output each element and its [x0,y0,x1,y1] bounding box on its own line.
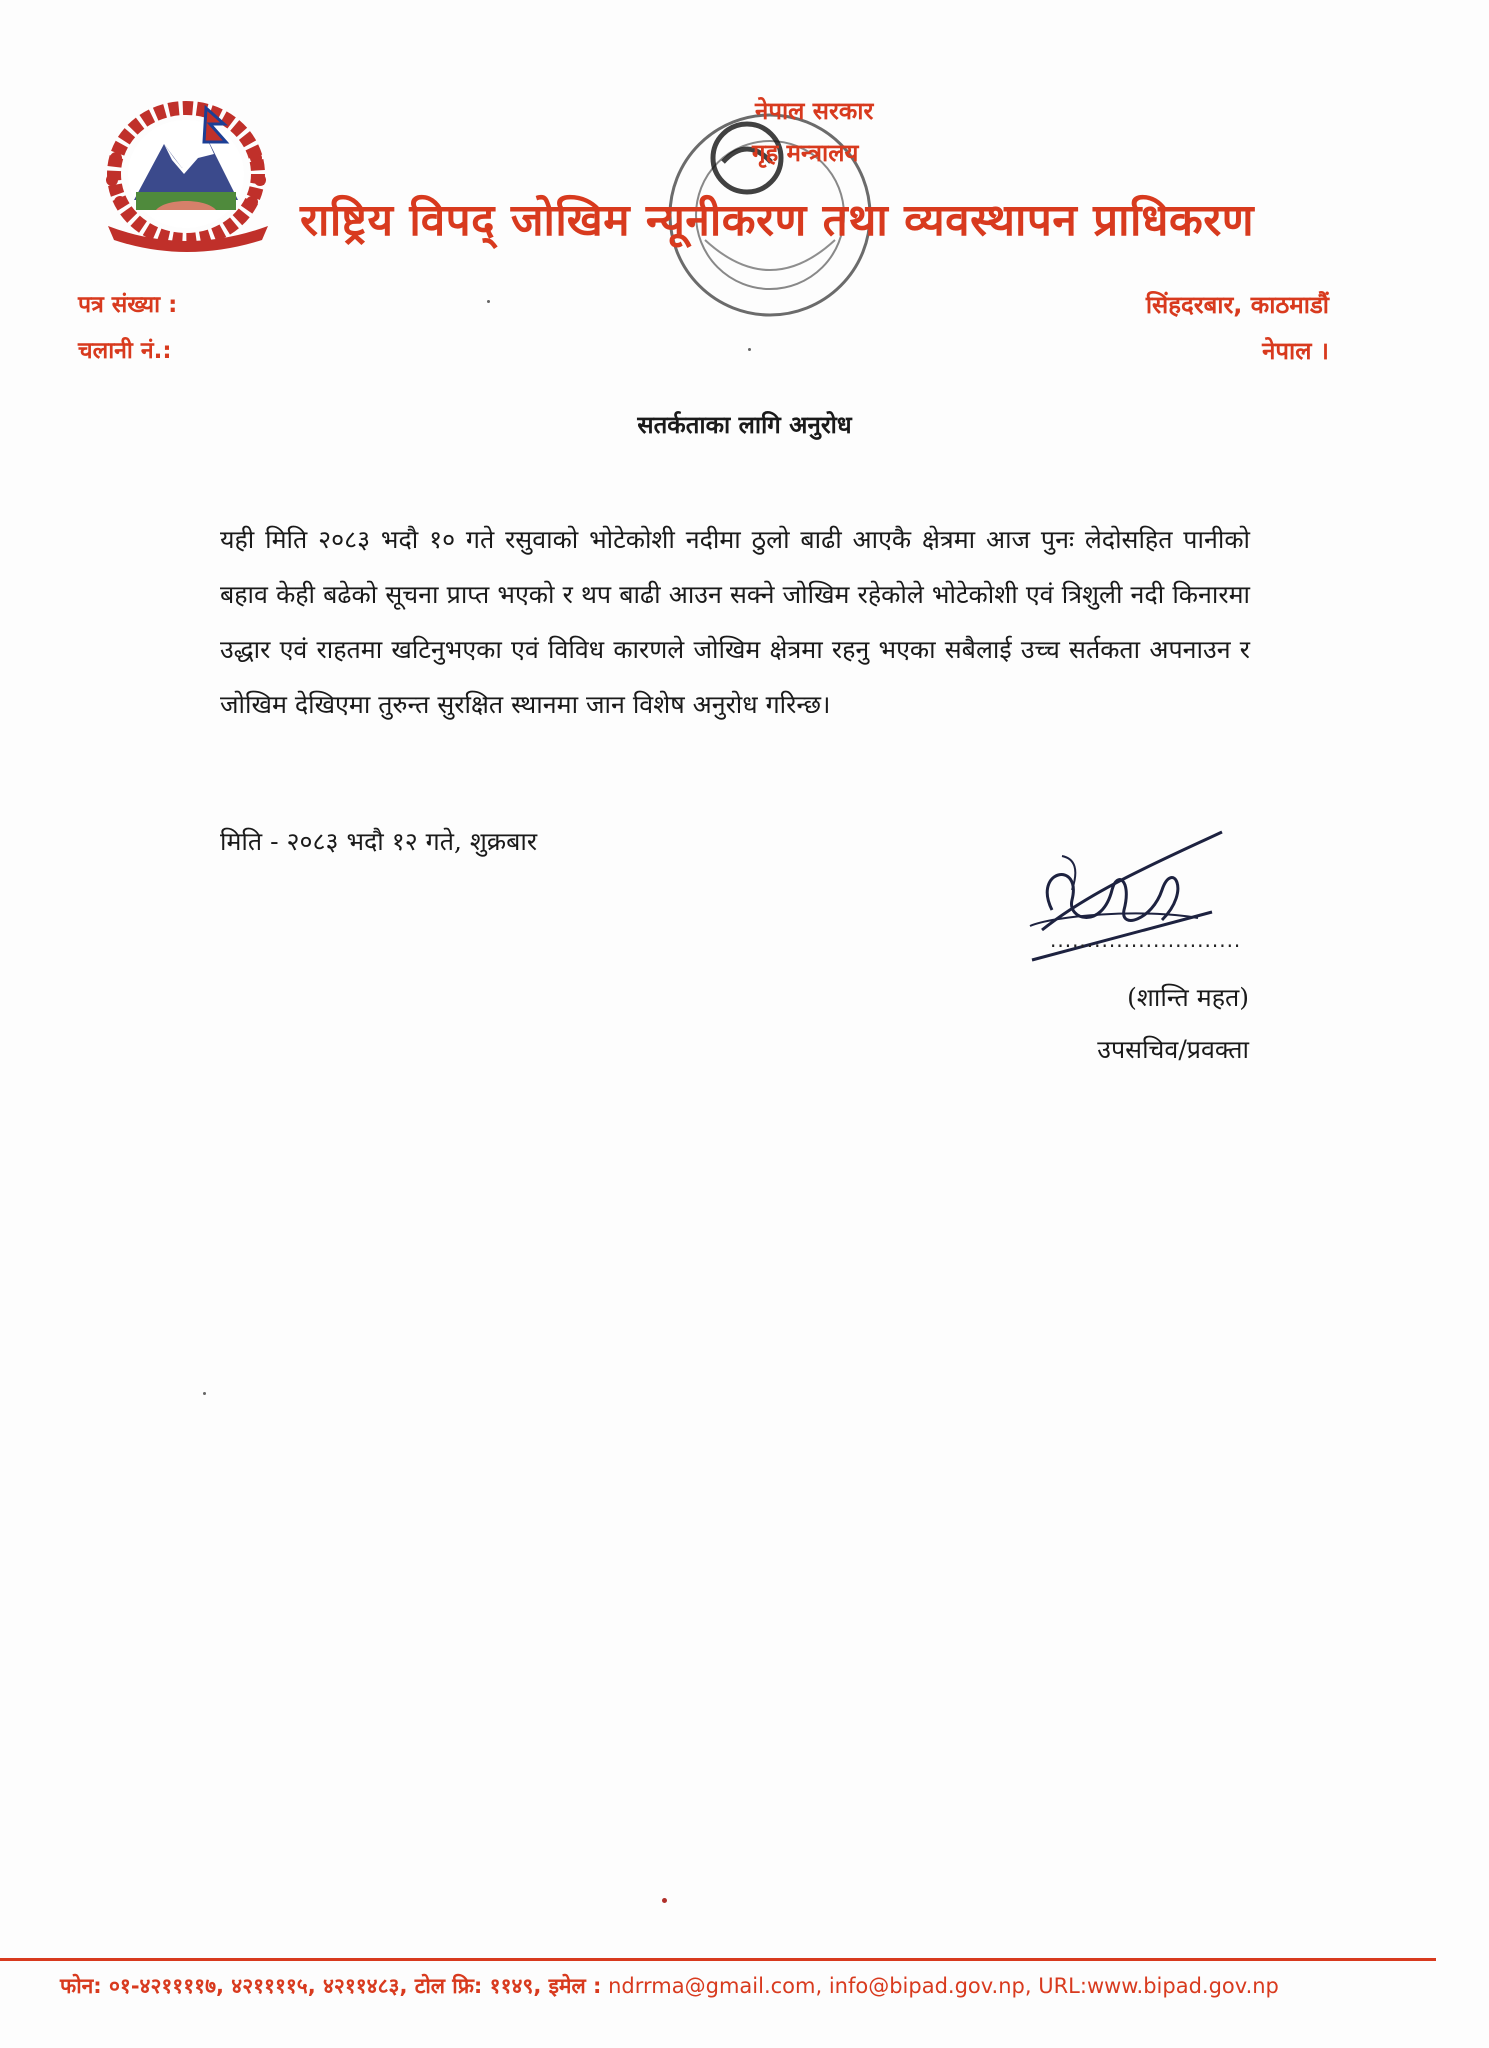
letter-date: मिति - २०८३ भदौ १२ गते, शुक्रबार [220,827,538,856]
speck [748,348,751,351]
dispatch-number-label: चलानी नं.: [78,338,172,364]
nepal-emblem-icon [86,88,290,258]
ministry-name: गृह मन्त्रालय [752,139,859,167]
signature-icon [1012,820,1242,980]
speck [487,300,490,303]
speck [662,1898,667,1903]
letter-subject: सतर्कताका लागि अनुरोध [637,411,852,439]
address-block [1146,282,1329,374]
footer-divider [0,1958,1436,1961]
footer-contact [60,1972,1279,2000]
footer-contact-details: ndrrma@gmail.com, info@bipad.gov.np, URL:www.bipad.gov.np [608,1974,1279,1998]
letter-body: यही मिति २०८३ भदौ १० गते रसुवाको भोटेकोशी नदीमा ठुलो बाढी आएकै क्षेत्रमा आज पुनः लेदोसहित पानीको बहाव केही बढेको सूचना प्राप्त भएको र थप बाढी आउन सक्ने जोखिम रहेकोले भोटेकोशी एवं त्रिशुली नदी किनारमा उद्धार एवं राहतमा खटिनुभएका एवं विविध कारणले जोखिम क्षेत्रमा रहनु भएका सबैलाई उच्च सर्तकता अपनाउन र जोखिम देखिएमा तुरुन्त सुरक्षित स्थानमा जान विशेष अनुरोध गरिन्छ। [220,525,1250,719]
footer-contact-label: फोन: ०१-४२११११७, ४२११११५, ४२११४८३, टोल फ्रि: ११४९, इमेल : [60,1974,602,1998]
signatory-name: (शान्ति महत) [1127,983,1249,1012]
signatory-title: उपसचिव/प्रवक्ता [1097,1035,1249,1064]
government-name: नेपाल सरकार [755,97,874,125]
letter-reference-block [78,282,177,374]
speck [203,1392,206,1395]
address-line-2: नेपाल । [1262,337,1329,365]
organization-title: राष्ट्रिय विपद् जोखिम न्यूनीकरण तथा व्यवस्थापन प्राधिकरण [300,195,1255,246]
signature-dots: .......................... [1050,928,1242,952]
address-line-1: सिंहदरबार, काठमाडौं [1145,291,1329,319]
letter-number-label: पत्र संख्या : [78,292,178,318]
